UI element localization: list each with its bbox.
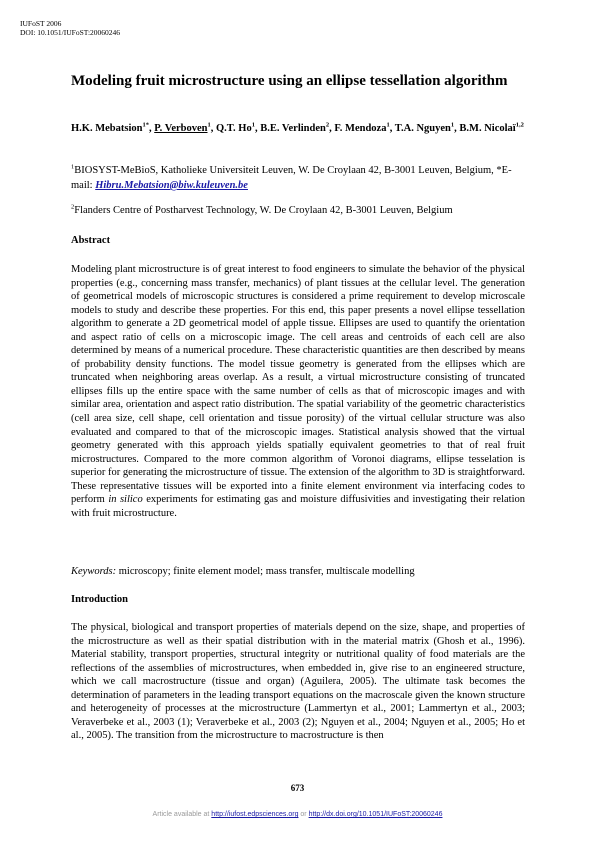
footer-middle: or — [298, 811, 309, 818]
author-name: B.E. Verlinden — [260, 123, 326, 134]
page-number: 673 — [290, 783, 305, 793]
author — [260, 123, 334, 134]
author — [395, 123, 460, 134]
author — [459, 123, 523, 134]
author — [154, 123, 216, 134]
author-affiliation-mark: 2 — [325, 121, 330, 129]
author-name: B.M. Nicolaï — [459, 123, 516, 134]
page-footer — [0, 811, 595, 818]
affiliation-text: BIOSYST-MeBioS, Katholieke Universiteit Leuven, W. De Croylaan 42, B-3001 Leuven, Belgium, *E-mail: — [71, 165, 512, 191]
author-affiliation-mark: 1 — [450, 121, 455, 129]
abstract-body — [71, 263, 525, 520]
abstract-italic-term: in silico — [108, 494, 143, 506]
author-affiliation-mark: 1* — [142, 121, 149, 129]
author-separator: , — [148, 123, 155, 134]
journal-name: IUFoST 2006 — [20, 19, 62, 28]
author-name: P. Verboven — [154, 123, 208, 134]
affiliation-mark: 2 — [71, 203, 75, 211]
author-name: Q.T. Ho — [216, 123, 252, 134]
abstract-heading: Abstract — [71, 235, 111, 246]
author-affiliation-mark: 1 — [386, 121, 390, 129]
running-header — [20, 19, 120, 37]
author-separator: , — [389, 123, 395, 134]
author-affiliation-mark: 1,2 — [515, 121, 524, 129]
doi-line: DOI: 10.1051/IUFoST:20060246 — [20, 28, 121, 37]
footer-prefix: Article available at — [152, 811, 212, 818]
keywords — [71, 565, 525, 579]
footer-link-doi[interactable]: http://dx.doi.org/10.1051/IUFoST:20060246 — [308, 811, 443, 818]
affiliation-1 — [71, 163, 526, 193]
author-affiliation-mark: 1 — [251, 121, 255, 129]
abstract-text-end: experiments for estimating gas and moisture diffusivities and investigating their relation with fruit microstructure. — [71, 494, 525, 519]
keywords-text: microscopy; finite element model; mass transfer, multiscale modelling — [116, 566, 415, 577]
keywords-label: Keywords: — [71, 566, 117, 577]
footer-link-edpsciences[interactable]: http://iufost.edpsciences.org — [211, 811, 299, 818]
author-separator: , — [210, 123, 217, 134]
author-name: F. Mendoza — [334, 123, 387, 134]
author — [71, 123, 154, 134]
affiliation-2 — [71, 203, 526, 218]
introduction-heading: Introduction — [71, 594, 128, 605]
author-separator: , — [454, 123, 460, 134]
author — [216, 123, 260, 134]
affiliation-mark: 1 — [71, 163, 75, 171]
author-name: T.A. Nguyen — [394, 123, 451, 134]
author-separator: , — [254, 123, 261, 134]
author — [334, 123, 394, 134]
affiliation-text: Flanders Centre of Postharvest Technology, W. De Croylaan 42, B-3001 Leuven, Belgium — [74, 205, 453, 216]
author-separator: , — [329, 123, 335, 134]
author-list — [71, 121, 526, 137]
author-affiliation-mark: 1 — [207, 121, 211, 129]
introduction-body: The physical, biological and transport properties of materials depend on the size, shape, and properties of the microstructure as well as their spatial distribution with in the material matrix (Ghosh et al., 1996). Material stability, transport properties, structural integrity or nutritional quality of food materials are the reflections of the assemblies of microstructures, when embedded in, give rise to an engineered structure, which we call macrostructure (tissue and organ) (Aguilera, 2005). The ultimate task becomes the determination of parameters in the leading transport equations on the macroscale given the known structure and heterogeneity of processes at the microstructure (Lammertyn et al., 2001; Lammertyn et al., 2003; Veraverbeke et al., 2003 (1); Veraverbeke et al., 2003 (2); Nguyen et al., 2004; Nguyen et al., 2005; Ho et al., 2005). The transition from the microstructure to macrostructure is then — [71, 622, 525, 742]
email-link[interactable]: Hibru.Mebatsion@biw.kuleuven.be — [95, 180, 248, 191]
author-name: H.K. Mebatsion — [71, 123, 143, 134]
abstract-text: Modeling plant microstructure is of great interest to food engineers to simulate the behavior of the physical properties (e.g., concerning mass transfer, mechanics) of plant tissues at the cellular level. The generation of geometrical models of microscopic structures is considered a prime requirement to develop microscale models to study and describe these properties. For this end, this paper presents a novel ellipse tessellation algorithm to generate a 2D geometrical model of apple tissue. Ellipses are used to quantify the orientation and aspect ratio of cells on a microscopic image. The cell areas and centroids of each cell are also determined by means of a numerical procedure. These characteristic quantities are then described by means of probability density functions. The model tissue geometry is generated from the ellipses which are truncated when neighboring areas overlap. As a result, a virtual microstructure consisting of truncated ellipses fills up the entire space with the same number of cells as that of microscopic images and with similar area, orientation and aspect ratio distribution. The spatial variability of the geometric characteristics (cell area size, cell shape, cell orientation and tissue porosity) of the virtual cellular structure was also evaluated and compared to that of the microscopic images. Statistical analysis showed that the virtual geometry generated with this approach yields spatially equivalent geometries to that of real fruit microstructures. Compared to the more common algorithm of Voronoi diagrams, ellipse tesselation is superior for generating the microstructure of tissue. The extension of the algorithm to 3D is straightforward. These representative tissues will be exported into a finite element environment via interfacing codes to perform — [71, 264, 525, 506]
paper-title: Modeling fruit microstructure using an ellipse tessellation algorithm — [71, 73, 508, 89]
